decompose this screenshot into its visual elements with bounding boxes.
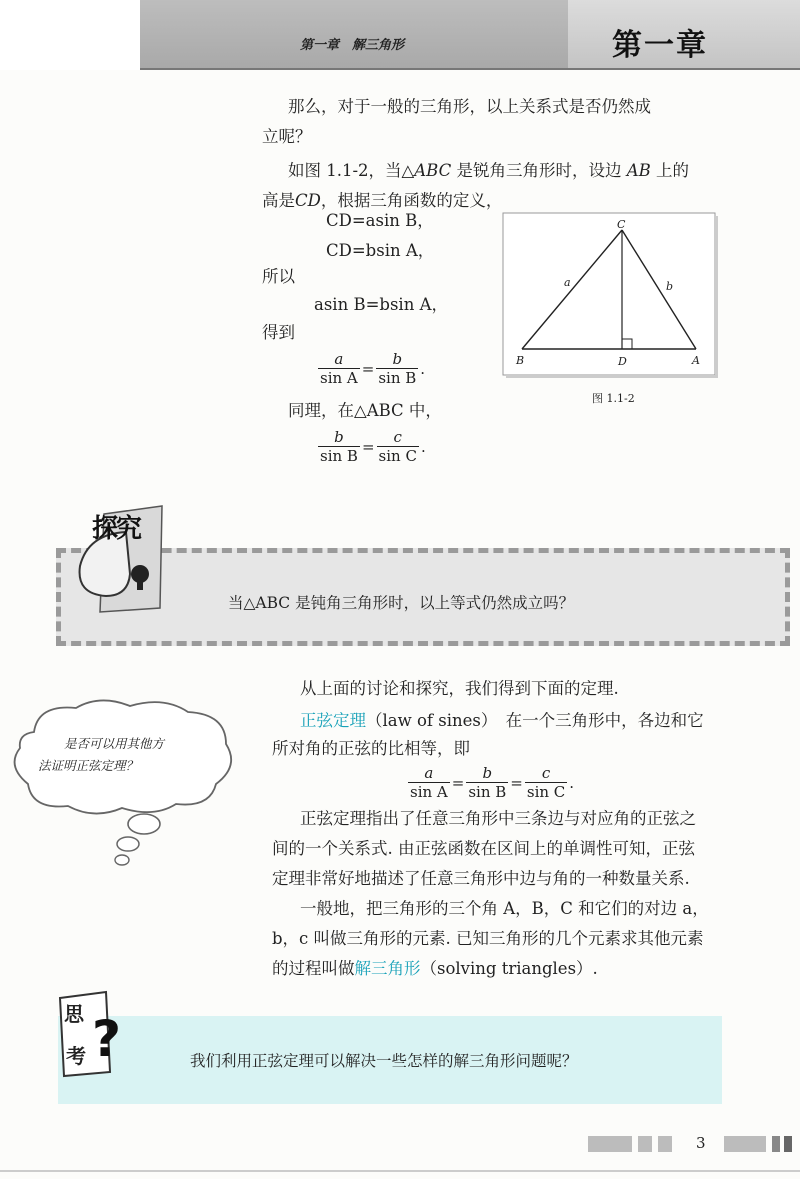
theorem-para-line3: 定理非常好地描述了任意三角形中边与角的一种数量关系. xyxy=(272,869,690,888)
vertex-c-label: C xyxy=(617,218,626,231)
law-of-sines-formula: $\frac{a}{\text{sin A}}$ = $\frac{b}{\text{sin B}}$ = $\frac{c}{\text{sin C}}$ . xyxy=(410,764,575,801)
page-bottom-edge xyxy=(0,1170,800,1172)
cloud-text-line2: 法证明正弦定理？ xyxy=(38,758,139,773)
think-badge-char1: 思 xyxy=(64,1002,84,1026)
footer-bar xyxy=(724,1136,766,1152)
explore-question: 当△ABC 是钝角三角形时，以上等式仍然成立吗？ xyxy=(228,594,575,612)
side-a-label: a xyxy=(564,276,571,289)
footer-bar xyxy=(784,1136,792,1152)
running-title: 第一章 解三角形 xyxy=(300,38,405,53)
text-tongli: 同理，在△ABC 中， xyxy=(288,401,442,420)
theorem-para-line1: 正弦定理指出了任意三角形中三条边与对应角的正弦之 xyxy=(300,809,696,828)
cloud-text-line1: 是否可以用其他方 xyxy=(64,736,165,751)
equation-cd-asinb: CD=asin B， xyxy=(326,211,434,230)
footer-bar xyxy=(772,1136,780,1152)
para2-line2: 高是CD，根据三角函数的定义， xyxy=(262,191,503,210)
theorem-statement-line2: 所对角的正弦的比相等，即 xyxy=(272,739,470,758)
text-dedao: 得到 xyxy=(262,323,295,342)
vertex-b-label: B xyxy=(516,354,525,367)
header-margin xyxy=(0,0,140,70)
fraction-b-sinB-c-sinC: $\frac{b}{\text{sin B}}$ = $\frac{c}{\text{sin C}}$ . xyxy=(320,428,426,465)
para1-line2: 立呢？ xyxy=(262,127,312,146)
question-mark-icon: ? xyxy=(92,1010,122,1068)
theorem-statement-line1: 正弦定理（law of sines） 在一个三角形中，各边和它 xyxy=(300,711,704,730)
elements-para-line2: b，c 叫做三角形的元素. 已知三角形的几个元素求其他元素 xyxy=(272,929,704,948)
elements-para-line1: 一般地，把三角形的三个角 A，B，C 和它们的对边 a， xyxy=(300,899,709,918)
footer-bar xyxy=(588,1136,632,1152)
think-question: 我们利用正弦定理可以解决一些怎样的解三角形问题呢？ xyxy=(190,1052,578,1070)
theorem-lead: 从上面的讨论和探究，我们得到下面的定理. xyxy=(300,679,619,698)
para1-line1: 那么，对于一般的三角形，以上关系式是否仍然成 xyxy=(288,97,651,116)
vertex-d-label: D xyxy=(618,355,627,368)
text-suoyi: 所以 xyxy=(262,267,295,286)
footer-bar xyxy=(658,1136,672,1152)
explore-badge-text: 探究 xyxy=(92,514,141,544)
elements-para-line3: 的过程叫做解三角形（solving triangles）. xyxy=(272,959,598,978)
think-badge-char2: 考 xyxy=(66,1044,86,1068)
theorem-para-line2: 间的一个关系式. 由正弦函数在区间上的单调性可知，正弦 xyxy=(272,839,695,858)
solving-triangles-term: 解三角形 xyxy=(354,959,421,978)
triangle-figure xyxy=(502,212,718,378)
equation-cd-bsina: CD=bsin A， xyxy=(326,241,435,260)
fraction-a-sinA-b-sinB: $\frac{a}{\text{sin A}}$ = $\frac{b}{\text{sin B}}$ . xyxy=(320,350,426,387)
equation-asinb-bsina: asin B=bsin A， xyxy=(314,295,448,314)
chapter-label: 第一章 xyxy=(612,28,708,63)
vertex-a-label: A xyxy=(692,354,700,367)
para2-line1: 如图 1.1-2，当△ABC 是锐角三角形时，设边 AB 上的 xyxy=(288,161,690,180)
theorem-name: 正弦定理 xyxy=(300,711,366,730)
page-number: 3 xyxy=(696,1134,706,1152)
thought-cloud-icon xyxy=(4,692,240,870)
figure-caption: 图 1.1-2 xyxy=(592,392,635,405)
footer-bar xyxy=(638,1136,652,1152)
side-b-label: b xyxy=(666,280,674,293)
